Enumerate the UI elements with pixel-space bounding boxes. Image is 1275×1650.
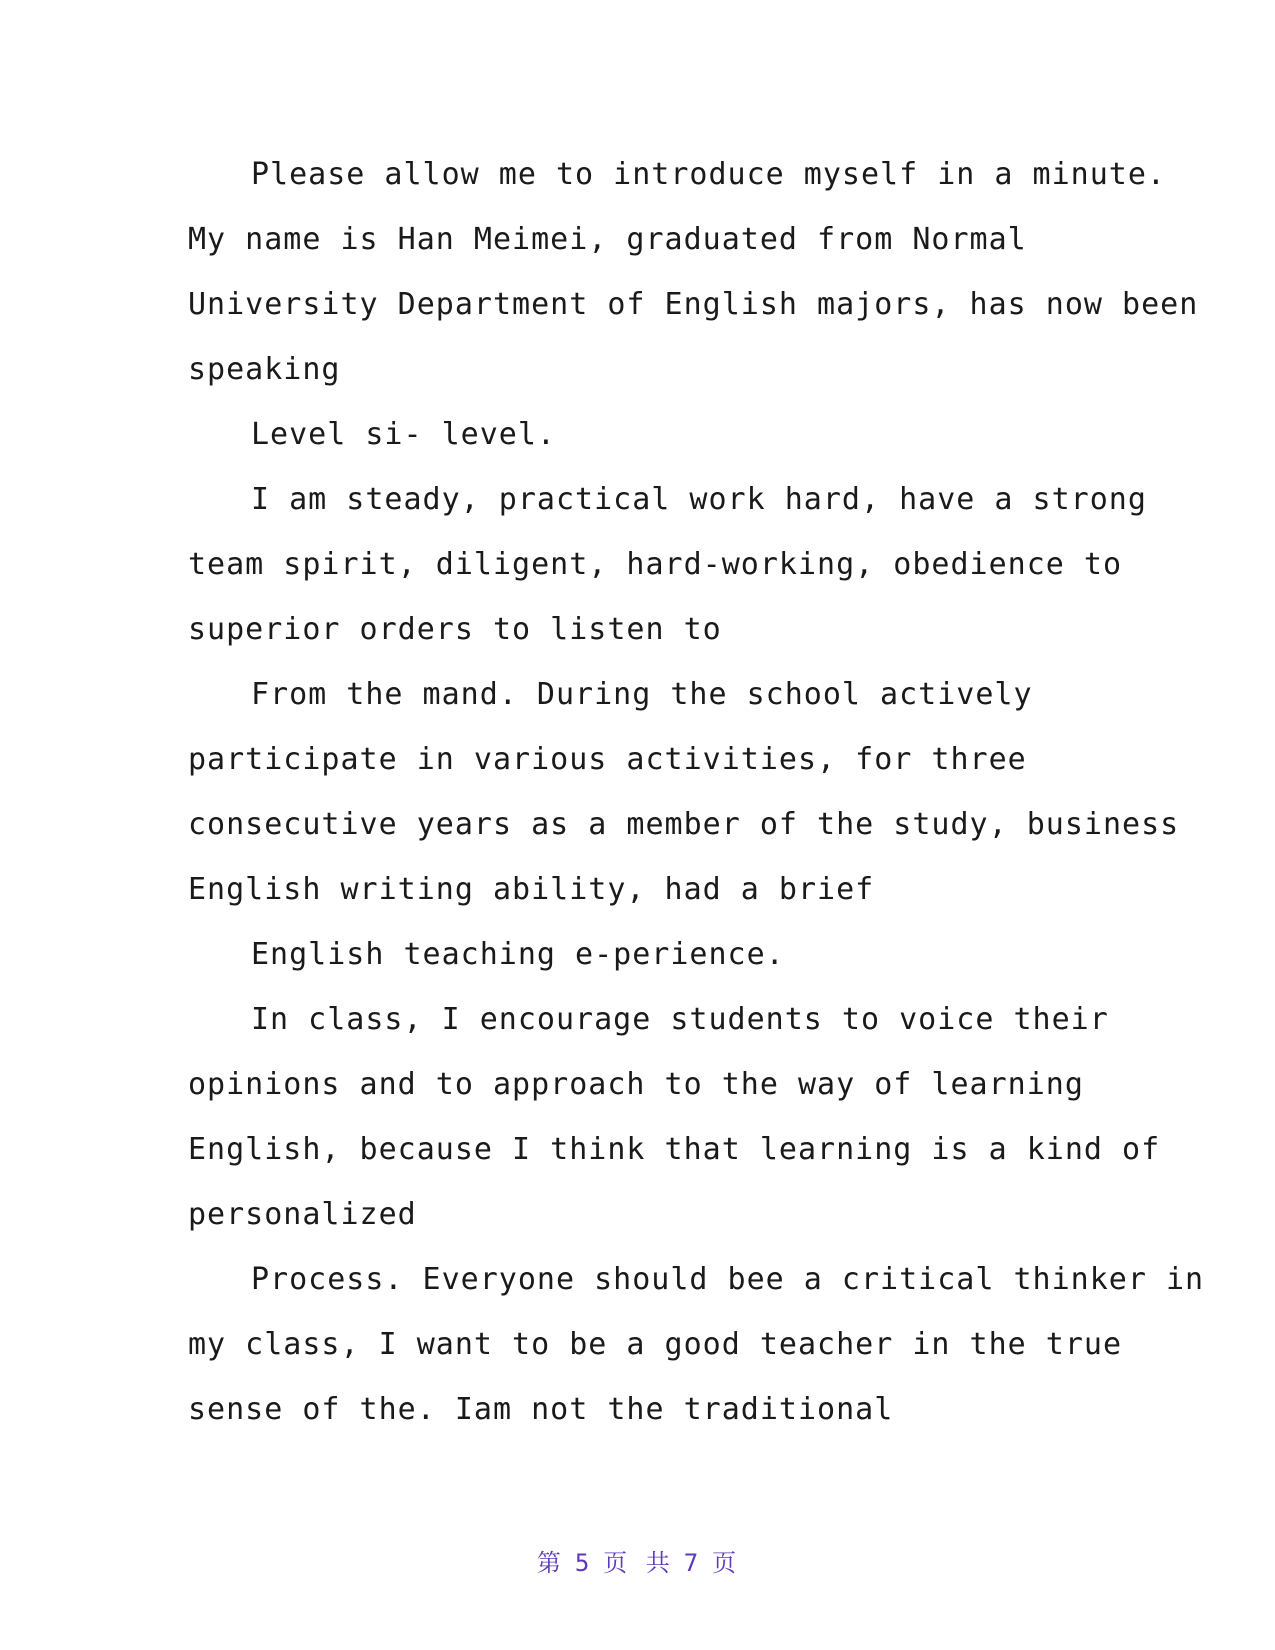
paragraph-line: University Department of English majors, has now been xyxy=(188,287,1199,322)
paragraph-line: my class, I want to be a good teacher in the true xyxy=(188,1327,1123,1362)
paragraph-line: English teaching e-perience. xyxy=(251,937,785,972)
paragraph-line: consecutive years as a member of the study, business xyxy=(188,807,1180,842)
page-label-prefix: 第 xyxy=(536,1549,563,1577)
paragraph-line: English writing ability, had a brief xyxy=(188,872,875,907)
total-pages-number: 7 xyxy=(683,1549,701,1577)
paragraph-line: Process. Everyone should bee a critical thinker in xyxy=(251,1262,1205,1297)
paragraph-line: participate in various activities, for three xyxy=(188,742,1027,777)
paragraph-line: In class, I encourage students to voice their xyxy=(251,1002,1109,1037)
document-body xyxy=(188,142,1205,1442)
paragraph-line: team spirit, diligent, hard-working, obedience to xyxy=(188,547,1123,582)
paragraph-line: Level si- level. xyxy=(251,417,556,452)
paragraph-line: My name is Han Meimei, graduated from Normal xyxy=(188,222,1027,257)
paragraph-line: sense of the. Iam not the traditional xyxy=(188,1392,894,1427)
current-page-number: 5 xyxy=(574,1549,592,1577)
paragraph-line: I am steady, practical work hard, have a strong xyxy=(251,482,1147,517)
paragraph-line: speaking xyxy=(188,352,341,387)
paragraph-line: superior orders to listen to xyxy=(188,612,722,647)
paragraph-line: English, because I think that learning is a kind of xyxy=(188,1132,1161,1167)
page-label-suffix: 页 xyxy=(712,1549,739,1577)
page-label-middle: 页 共 xyxy=(603,1549,672,1577)
paragraph-line: Please allow me to introduce myself in a minute. xyxy=(251,157,1166,192)
paragraph-line: personalized xyxy=(188,1197,417,1232)
page-footer xyxy=(0,1543,1275,1578)
paragraph-line: From the mand. During the school actively xyxy=(251,677,1033,712)
paragraph-line: opinions and to approach to the way of learning xyxy=(188,1067,1084,1102)
